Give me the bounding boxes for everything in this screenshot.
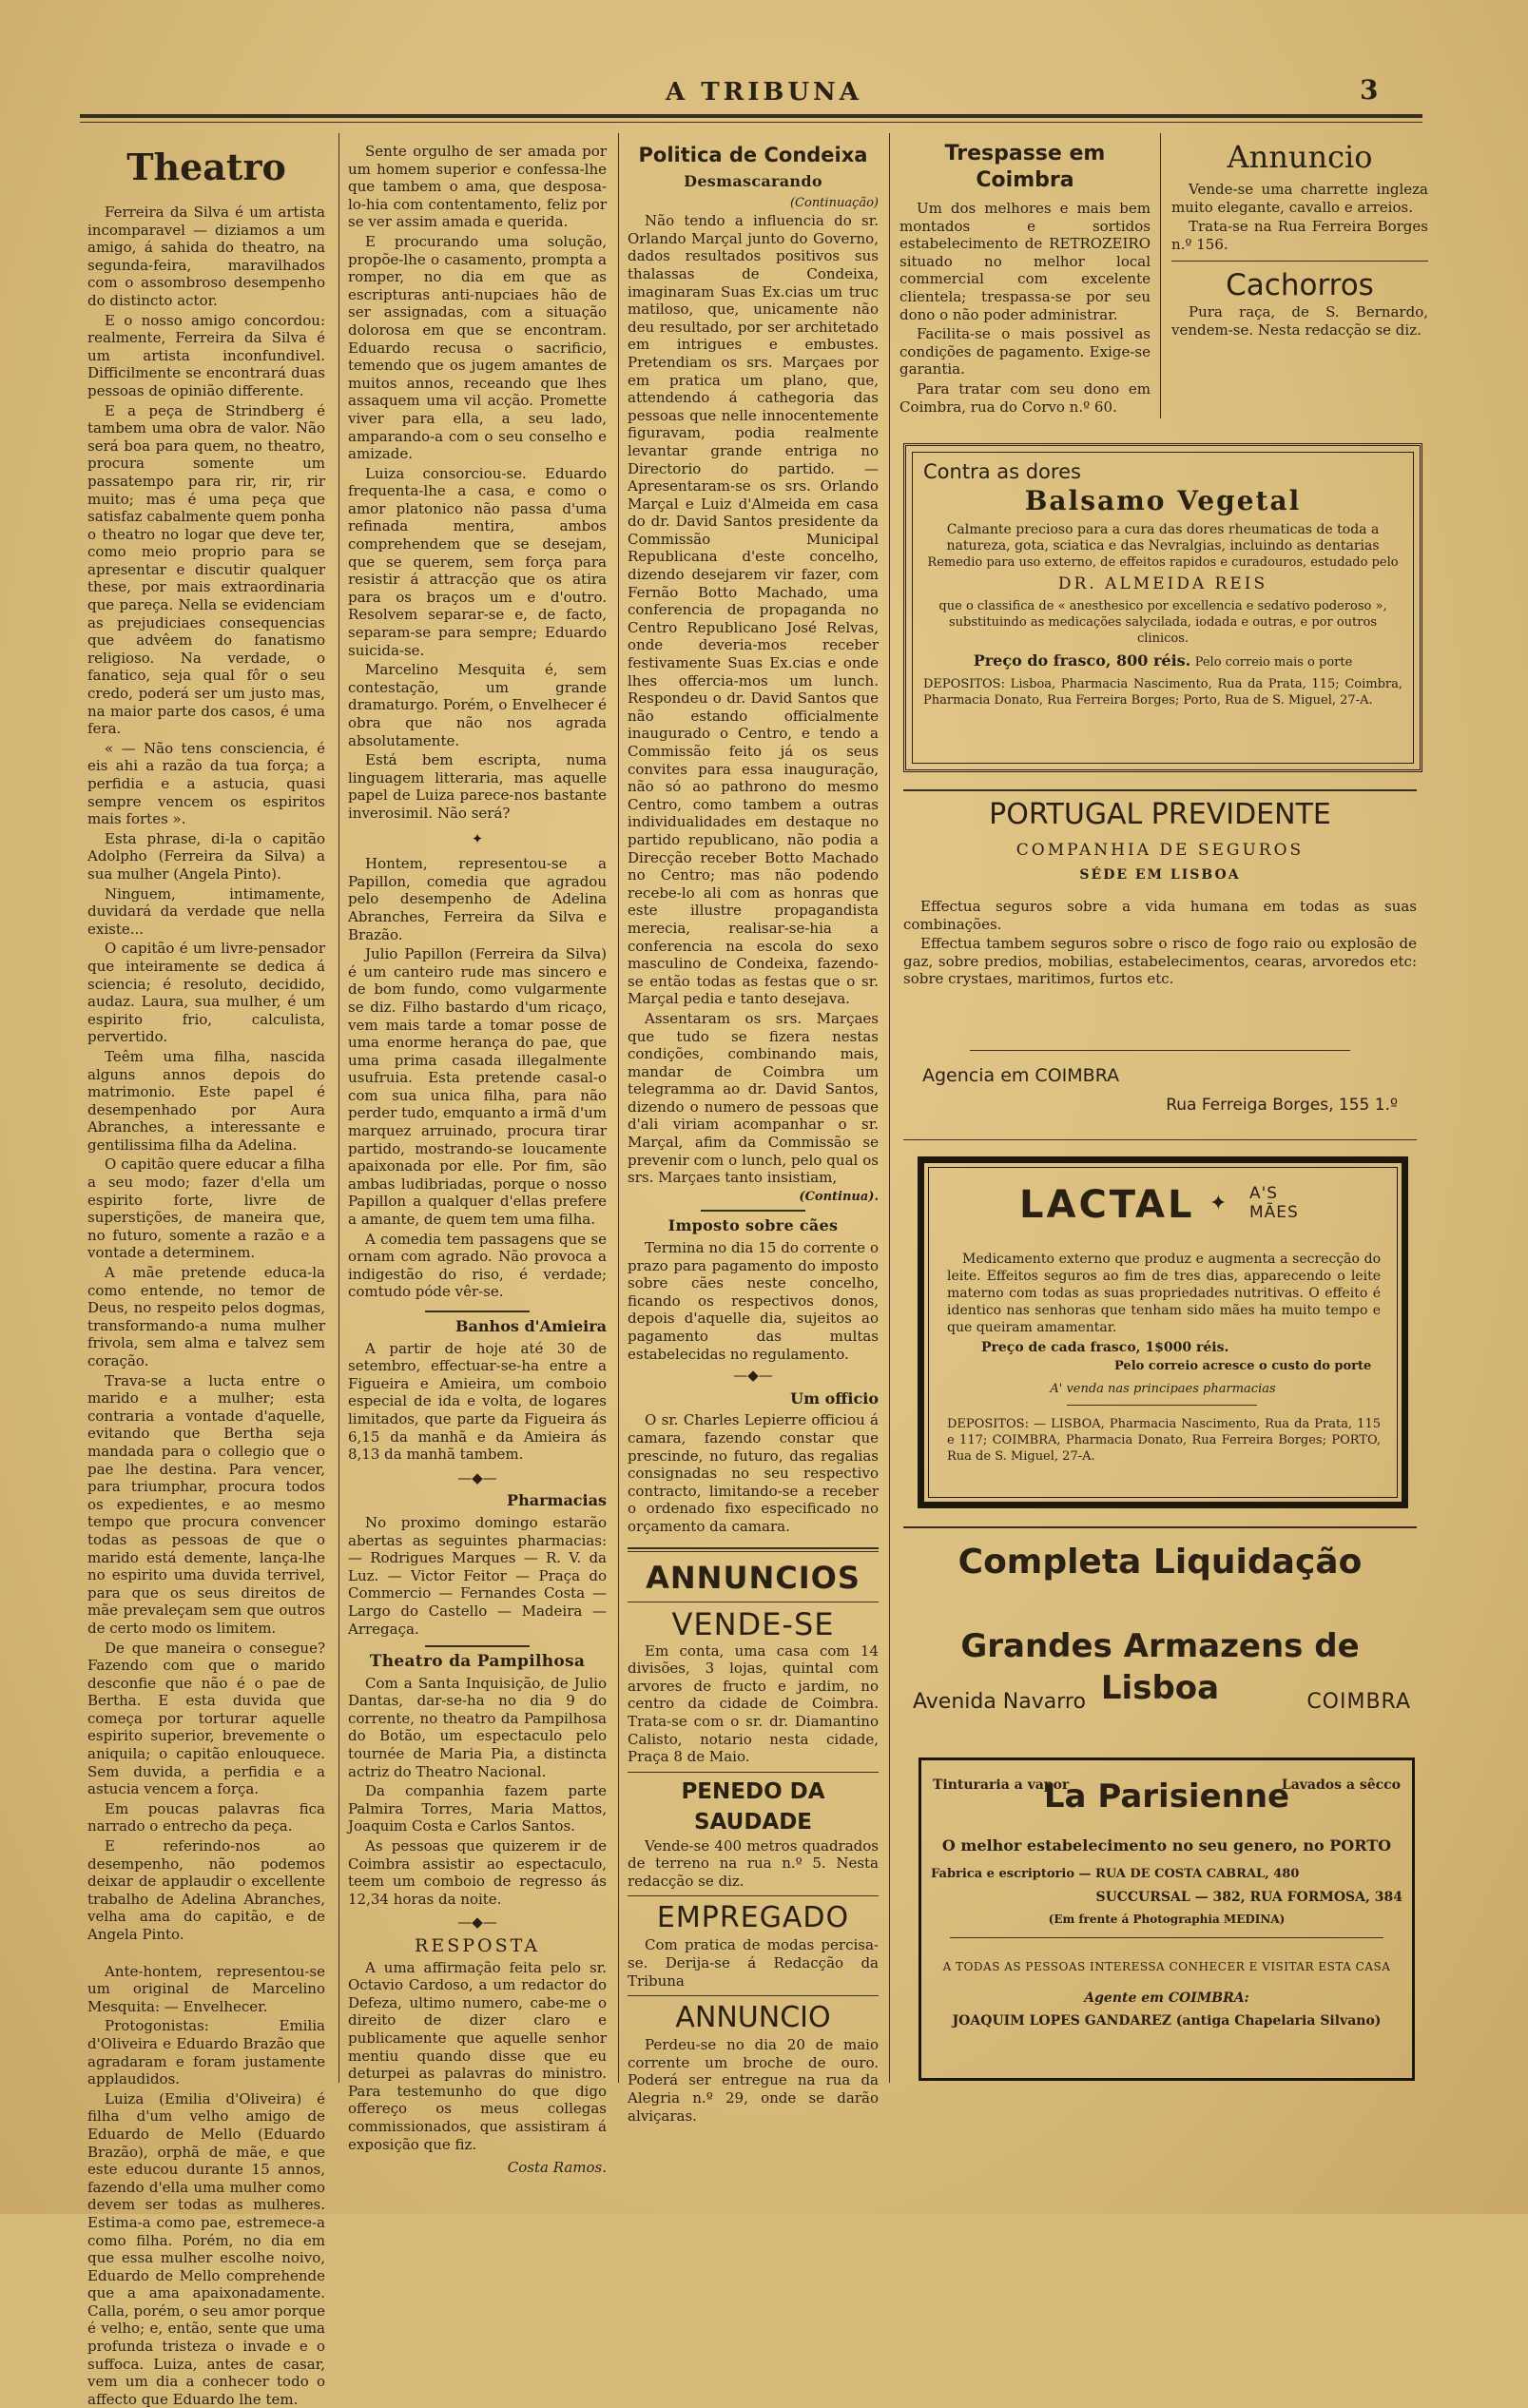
article-paragraph: Luiza consorciou-se. Eduardo frequenta-lhe a casa, e como o amor platonico não passa d'uma refinada mentira, ambos comprehendem que se desejam, que se querem, sem força para resistir á attracção que os atira para os braços um e d'outro. Resolvem separar-se e, de facto, separam-se para sempre; Eduardo suicida-se. — [348, 464, 607, 659]
annuncio-block — [1171, 133, 1428, 418]
empregado-title: EMPREGADO — [656, 1901, 850, 1935]
balsamo-intro: Contra as dores — [923, 460, 1081, 483]
ad-paragraph: Com pratica de modas percisa-se. Derija-se á Redacção da Tribuna — [628, 1936, 879, 1990]
column-rule-2 — [618, 133, 619, 2083]
parisienne-line5: A TODAS AS PESSOAS INTERESSA CONHECER E VISITAR ESTA CASA — [942, 1960, 1391, 1973]
article-paragraph: O sr. Charles Lepierre officiou á camara, fazendo constar que prescinde, no futuro, das regalias consignadas no seu respectivo contracto, limitando-se a receber o ordenado fixo especificado no orçamento da camara. — [628, 1411, 879, 1535]
column-rule-3 — [889, 133, 890, 2083]
article-paragraph: A comedia tem passagens que se ornam com agrado. Não provoca a indigestão do riso, é verdade; comtudo póde vêr-se. — [348, 1230, 607, 1301]
balsamo-price: Preço do frasco, 800 réis. — [973, 651, 1191, 670]
article-paragraph: De que maneira o consegue? Fazendo com que o marido desconfie que não é o pae de Bertha. E esta duvida que começa por torturar aquelle espirito superior, brevemente o aniquila; o capitão enlouquece. Sem duvida, a perfidia e a astucia vencem a força. — [87, 1639, 325, 1798]
pampilhosa-title: Theatro da Pampilhosa — [369, 1652, 586, 1672]
continuation-note: (Continuação) — [789, 195, 879, 210]
parisienne-left-tag: Tinturaria a vapor — [933, 1777, 1070, 1793]
article-paragraph: E a peça de Strindberg é tambem uma obra de valor. Não será boa para quem, no theatro, procura somente um passatempo para rir, rir, rir muito; mas é uma peça que satisfaz cabalmente quem ponha o theatro no logar que deve ter, como meio proprio para se apresentar e discutir qualquer these, por mais extraordinaria que pareça. Nella se evidenciam as prejudiciaes consequencias que advêem do fanatismo religioso. Na verdade, o fanatico, seja qual fôr o seu credo, poderá ser um justo mas, na maior parte dos casos, é uma fera. — [87, 401, 325, 738]
lactal-sale: A' venda nas principaes pharmacias — [1050, 1382, 1276, 1396]
column-rule-1 — [338, 133, 339, 2083]
header-rule-bottom — [80, 122, 1422, 123]
column-rule-4 — [1160, 133, 1161, 418]
liquidacao-left: Avenida Navarro — [913, 1690, 1086, 1714]
portugal-subtitle: COMPANHIA DE SEGUROS — [1015, 841, 1305, 860]
portugal-title: PORTUGAL PREVIDENTE — [989, 798, 1331, 831]
balsamo-line2: Remedio para uso externo, de effeitos rapidos e curadouros, estudado pelo — [927, 555, 1399, 570]
portugal-p2: Effectua tambem seguros sobre o risco de fogo raio ou explosão de gaz, sobre predios, mobilias, estabelecimentos, cearas, arvoredos etc: sobre crystaes, maritimos, furtos etc. — [903, 935, 1417, 988]
article-paragraph: A mãe pretende educa-la como entende, no temor de Deus, no respeito pelos dogmas, transformando-a numa mulher frivola, sem alma e talvez sem coração. — [87, 1264, 325, 1369]
article-paragraph: Sente orgulho de ser amada por um homem superior e confessa-lhe que tambem o ama, que desposa-lo-hia com contentamento, feliz por se ver assim amada e querida. — [348, 143, 607, 231]
article-paragraph: Assentaram os srs. Marçaes que tudo se fizera nestas condições, combinando mais, mandar de Coimbra um telegramma ao dr. David Santos, dizendo o numero de pessoas que d'ali viriam acompanhar o sr. Marçal, afim da Commissão se prevenir com o lunch, pelo qual os srs. Marçaes tanto insistiam, — [628, 1009, 879, 1187]
ornament-divider: ✦ — [471, 829, 484, 847]
masthead-title: A TRIBUNA — [666, 78, 862, 107]
ad-paragraph: Vende-se uma charrette ingleza muito elegante, cavallo e arreios. — [1171, 181, 1428, 216]
ornament-divider: —◆— — [457, 1468, 497, 1486]
article-paragraph: « — Não tens consciencia, é eis ahi a razão da tua força; a perfidia e a astucia, quasi sempre vencem os espiritos mais fortes ». — [87, 739, 325, 828]
article-paragraph: Trava-se a lucta entre o marido e a mulher; esta contraria a vontade d'aquelle, evitando que Bertha seja mandada para o collegio que o pae lhe destina. Para vencer, para triumphar, procura todos os expedientes, e ao mesmo tempo que procura convencer todas as pessoas de que o marido está demente, lança-lhe no espirito uma duvida terrivel, para que os seus direitos de mãe prevaleçam sem que outros de certo modo os limitem. — [87, 1371, 325, 1637]
article-paragraph: Teêm uma filha, nascida alguns annos depois do matrimonio. Este papel é desempenhado por Aura Abranches, a interessante e gentilissima filha da Adelina. — [87, 1047, 325, 1154]
lactal-price-note: Pelo correio acresce o custo do porte — [1114, 1359, 1372, 1373]
article-paragraph: A uma affirmação feita pelo sr. Octavio Cardoso, a um redactor do Defeza, ultimo numero, cabe-me o direito de dizer claro e publicamente que aquelle senhor mentiu quando disse que eu deturpei as palavras do ministro. Para testemunho do que digo offereço os meus collegas commissionados, que assistiram á exposição que fiz. — [348, 1958, 607, 2153]
ad-paragraph: Perdeu-se no dia 20 de maio corrente um broche de ouro. Poderá ser entregue na rua da Alegria n.º 29, onde se darão alviçaras. — [628, 2036, 879, 2125]
article-paragraph: Ante-hontem, representou-se um original de Marcelino Mesquita: — Envelhecer. — [87, 1962, 325, 2015]
article-paragraph: Não tendo a influencia do sr. Orlando Marçal junto do Governo, dados resultados positivos sus thalassas de Condeixa, imaginaram Suas Ex.cias um truc matiloso, que, unicamente não deu resultado, por ser architetado em intrigues e embustes. Pretendiam os srs. Marçaes por em pratica um plano, que, attendendo á cathegoria das pessoas que nelle innocentemente figuravam, podia realmente levantar grande entriga no Directorio do partido. — Apresentaram-se os srs. Orlando Marçal e Luiz d'Almeida em casa do dr. David Santos presidente da Commissão Municipal Republicana d'este concelho, dizendo desejarem vir fazer, com Fernão Botto Machado, uma conferencia de propaganda no Centro Republicano José Relvas, onde deveria-mos receber festivamente Suas Ex.cias e onde lhes offercia-mos um lunch. Respondeu o dr. David Santos que não estando officialmente inaugurado o Centro, e tendo a Commissão feito já os seus convites para essa inauguração, não só ao pathrono do mesmo Centro, como tambem a outras individualidades em destaque no partido republicano, não podia a Direcção receber Botto Machado no Centro; mas não podendo recebe-lo ali com as honras que este illustre propagandista merecia, realisar-se-hia a conferencia na escola do sexo masculino de Condeixa, fazendo-se então todas as festas que o sr. Marçal pedia e tanto desejava. — [628, 212, 879, 1008]
lactal-star-icon: ✦ — [1209, 1192, 1228, 1215]
article-paragraph: Com a Santa Inquisição, de Julio Dantas, dar-se-ha no dia 9 do corrente, no theatro da Pampilhosa do Botão, um espectaculo pelo tournée de Maria Pia, a distincta actriz do Theatro Nacional. — [348, 1674, 607, 1780]
parisienne-line7: JOAQUIM LOPES GANDAREZ (antiga Chapelaria Silvano) — [952, 2013, 1382, 2029]
ad-paragraph: Um dos melhores e mais bem montados e sortidos estabelecimento de RETROZEIRO situado no melhor local commercial com excelente clientela; trespassa-se por seu dono o não poder administrar. — [899, 200, 1151, 323]
parisienne-line4: (Em frente á Photographia MEDINA) — [1048, 1913, 1286, 1926]
imposto-title: Imposto sobre cães — [667, 1216, 839, 1235]
lactal-title: LACTAL — [1019, 1183, 1195, 1227]
annuncio-title: ANNUNCIO — [675, 2001, 831, 2035]
liquidacao-line1: Completa Liquidação — [957, 1543, 1363, 1582]
politica-subtitle: Desmascarando — [684, 172, 822, 190]
article-paragraph: Luiza (Emilia d'Oliveira) é filha d'um velho amigo de Eduardo de Mello (Eduardo Brazão), orphã de mãe, e que este educou durante 15 annos, fazendo d'ella uma mulher como devem ser todas as mulheres. Estima-a como pae, estremece-a como filha. Porém, no dia em que essa mulher escolhe noivo, Eduardo de Mello comprehende que a ama apaixonadamente. Calla, porém, o seu amor porque é velho; e, então, sente que uma profunda tristeza o invade e o suffoca. Luiza, antes de casar, vem um dia a conhecer todo o affecto que Eduardo lhe tem. — [87, 2089, 325, 2408]
trespasse-block — [899, 133, 1151, 418]
parisienne-line2: Fabrica e escriptorio — RUA DE COSTA CABRAL, 480 — [931, 1867, 1300, 1881]
article-paragraph: E referindo-nos ao desempenho, não podemos deixar de applaudir o excellente trabalho de Adelina Abranches, velha ama do capitão, e de Angela Pinto. — [87, 1837, 325, 1943]
portugal-agency: Agencia em COIMBRA — [922, 1065, 1120, 1086]
liquidacao-right: COIMBRA — [1306, 1690, 1411, 1714]
continua-note: (Continua). — [799, 1189, 879, 1204]
signature: Costa Ramos. — [507, 2159, 607, 2177]
theatro-title: Theatro — [126, 146, 286, 188]
annuncio-charrette-title: Annuncio — [1227, 139, 1373, 175]
ad-paragraph: Facilita-se o mais possivel as condições de pagamento. Exige-se garantia. — [899, 325, 1151, 379]
ornament-divider: —◆— — [733, 1367, 773, 1385]
politica-title: Politica de Condeixa — [638, 144, 868, 166]
balsamo-price-note: Pelo correio mais o porte — [1194, 655, 1353, 670]
article-paragraph: Protogonistas: Emilia d'Oliveira e Eduardo Brazão que agradaram e foram justamente applaudidos. — [87, 2017, 325, 2088]
article-paragraph: E o nosso amigo concordou: realmente, Ferreira da Silva é um artista inconfundivel. Difficilmente se encontrará duas pessoas de opinião differente. — [87, 311, 325, 399]
ad-paragraph: Vende-se 400 metros quadrados de terreno na rua n.º 5. Nesta redacção se diz. — [628, 1836, 879, 1890]
parisienne-ad — [919, 1757, 1415, 2081]
article-paragraph: Está bem escripta, numa linguagem litteraria, mas aquelle papel de Luiza parece-nos bastante inverosimil. Não será? — [348, 751, 607, 822]
parisienne-title: La Parisienne — [1043, 1777, 1290, 1816]
trespasse-title: Trespasse em Coimbra — [944, 142, 1106, 192]
header-rule-top — [80, 114, 1422, 118]
liquidacao-line2: Grandes Armazens de Lisboa — [960, 1627, 1360, 1707]
lactal-price: Preço de cada frasco, 1$000 réis. — [981, 1340, 1229, 1355]
portugal-seat: SÉDE EM LISBOA — [1079, 867, 1241, 883]
article-paragraph: Hontem, representou-se a Papillon, comedia que agradou pelo desempenho de Adelina Abranches, Ferreira da Silva e Brazão. — [348, 855, 607, 943]
ad-paragraph: Para tratar com seu dono em Coimbra, rua do Corvo n.º 60. — [899, 379, 1151, 416]
page-number: 3 — [1360, 74, 1379, 106]
portugal-address: Rua Ferreiga Borges, 155 1.º — [1166, 1096, 1398, 1115]
article-paragraph: A partir de hoje até 30 de setembro, effectuar-se-ha entre a Figueira e Amieira, um comboio especial de ida e volta, de logares limitados, que parte da Figueira ás 6,15 da manhã e da Amieira ás 8,13 da manhã tambem. — [348, 1339, 607, 1464]
lactal-side: A'S MÃES — [1249, 1184, 1299, 1222]
cachorros-title: Cachorros — [1226, 268, 1374, 303]
article-paragraph: Marcelino Mesquita é, sem contestação, um grande dramaturgo. Porém, o Envelhecer é obra que não nos agrada absolutamente. — [348, 661, 607, 749]
portugal-p1: Effectua seguros sobre a vida humana em todas as suas combinações. — [903, 898, 1417, 933]
balsamo-depots: DEPOSITOS: Lisboa, Pharmacia Nascimento, Rua da Prata, 115; Coimbra, Pharmacia Donato, Rua Ferreira Borges; Porto, Rua de S. Miguel, 27-A. — [923, 677, 1402, 708]
vende-se-title: VENDE-SE — [671, 1605, 835, 1642]
article-paragraph: Ferreira da Silva é um artista incomparavel — diziamos a um amigo, á sahida do theatro, na segunda-feira, maravilhados com o assombroso desempenho do distincto actor. — [87, 204, 325, 309]
parisienne-line3: SUCCURSAL — 382, RUA FORMOSA, 384 — [1095, 1890, 1402, 1905]
column-2 — [348, 143, 607, 2177]
ad-paragraph: Em conta, uma casa com 14 divisões, 3 lojas, quintal com arvores de fructo e jardim, no centro da cidade de Coimbra. Trata-se com o sr. dr. Diamantino Calisto, notario nesta cidade, Praça 8 de Maio. — [628, 1641, 879, 1766]
balsamo-doctor: DR. ALMEIDA REIS — [1057, 574, 1268, 593]
parisienne-line6: Agente em COIMBRA: — [1084, 1990, 1249, 2006]
parisienne-right-tag: Lavados a sêcco — [1281, 1777, 1401, 1793]
lactal-p1: Medicamento externo que produz e augmenta a secrecção do leite. Effeitos seguros ao fim de tres dias, apparecendo o leite materno com todas as suas propriedades nutritivas. O effeito é identico nas senhoras que tenham sido mães ha muito tempo e que queiram amamentar. — [947, 1252, 1381, 1335]
article-paragraph: As pessoas que quizerem ir de Coimbra assistir ao espectaculo, teem um comboio de regresso ás 12,34 horas da noite. — [348, 1837, 607, 1908]
penedo-title: PENEDO DA SAUDADE — [681, 1778, 825, 1835]
column-3 — [628, 133, 879, 2125]
article-paragraph: Ninguem, intimamente, duvidará da verdade que nella existe... — [87, 884, 325, 938]
resposta-title: RESPOSTA — [415, 1935, 540, 1956]
portugal-previdente-ad — [903, 789, 1417, 1141]
article-paragraph: E procurando uma solução, propõe-lhe o casamento, prompta a romper, no dia em que as escripturas anti-nupciaes hão de ser assignadas, com a situação dolorosa em que se encontram. Eduardo recusa o sacrificio, temendo que os jugem amantes de muitos annos, receando que lhes assaquem uma vil acção. Promette viver para ella, a seu lado, amparando-a com o seu conselho e amizade. — [348, 232, 607, 463]
ornament-divider: —◆— — [457, 1913, 497, 1932]
parisienne-line1: O melhor estabelecimento no seu genero, no PORTO — [941, 1836, 1392, 1855]
balsamo-line1: Calmante precioso para a cura das dores rheumaticas de toda a natureza, gota, sciatica e das Nevralgias, incluindo as dentarias — [946, 522, 1380, 553]
column-1 — [87, 133, 325, 2408]
lactal-ad — [918, 1156, 1408, 1508]
article-paragraph: Termina no dia 15 do corrente o prazo para pagamento do imposto sobre cães neste concelho, ficando os respectivos donos, depois d'aquelle dia, sujeitos ao pagamento das multas estabelecidas no regulamento. — [628, 1239, 879, 1363]
pharmacias-title: Pharmacias — [507, 1491, 607, 1510]
article-paragraph: O capitão é um livre-pensador que inteiramente se dedica á sciencia; é resoluto, decidido, audaz. Laura, sua mulher, é um espirito frio, calculista, pervertido. — [87, 940, 325, 1046]
article-paragraph: No proximo domingo estarão abertas as seguintes pharmacias: — Rodrigues Marques — R. V. da Luz. — Victor Feitor — Praça do Commercio — Fernandes Costa — Largo do Castello — Madeira — Arregaça. — [348, 1513, 607, 1638]
article-paragraph: O capitão quere educar a filha a seu modo; fazer d'ella um espirito forte, livre de superstições, de maneira que, no futuro, somente a razão e a vontade a determinem. — [87, 1155, 325, 1262]
annuncios-heading: ANNUNCIOS — [646, 1559, 861, 1596]
article-paragraph: Da companhia fazem parte Palmira Torres, Maria Mattos, Joaquim Costa e Carlos Santos. — [348, 1782, 607, 1835]
banhos-title: Banhos d'Amieira — [455, 1317, 607, 1335]
ad-paragraph: Pura raça, de S. Bernardo, vendem-se. Nesta redacção se diz. — [1171, 303, 1428, 339]
lactal-depots: DEPOSITOS: — LISBOA, Pharmacia Nascimento, Rua da Prata, 115 e 117; COIMBRA, Pharmacia Donato, Rua Ferreira Borges; PORTO, Rua de S. Miguel, 27-A. — [947, 1417, 1381, 1464]
article-paragraph: Julio Papillon (Ferreira da Silva) é um canteiro rude mas sincero e de bom fundo, como vulgarmente se diz. Filho bastardo d'um ricaço, vem mais tarde a tomar posse de uma enorme herança do pae, que uma prima casada illegalmente usufruia. Esta pretende casal-o com sua unica filha, para não perder tudo, emquanto a irmã d'um marquez arruinado, procura tirar partido, mostrando-se loucamente apaixonada por elle. Por fim, são ambas ludibriadas, porque o nosso Papillon a qualquer d'ellas prefere a amante, de quem tem uma filha. — [348, 945, 607, 1229]
officio-title: Um officio — [790, 1388, 879, 1408]
balsamo-ad — [903, 443, 1422, 772]
ad-paragraph: Trata-se na Rua Ferreira Borges n.º 156. — [1171, 218, 1428, 253]
article-paragraph: Em poucas palavras fica narrado o entrecho da peça. — [87, 1799, 325, 1835]
balsamo-line3: que o classifica de « anesthesico por excellencia e sedativo poderoso », substituindo as medicações salycilada, iodada e outras, e por outros clinicos. — [938, 599, 1387, 646]
article-paragraph: Esta phrase, di-la o capitão Adolpho (Ferreira da Silva) a sua mulher (Angela Pinto). — [87, 829, 325, 883]
balsamo-title: Balsamo Vegetal — [1024, 485, 1302, 516]
liquidacao-ad — [903, 1526, 1417, 1755]
